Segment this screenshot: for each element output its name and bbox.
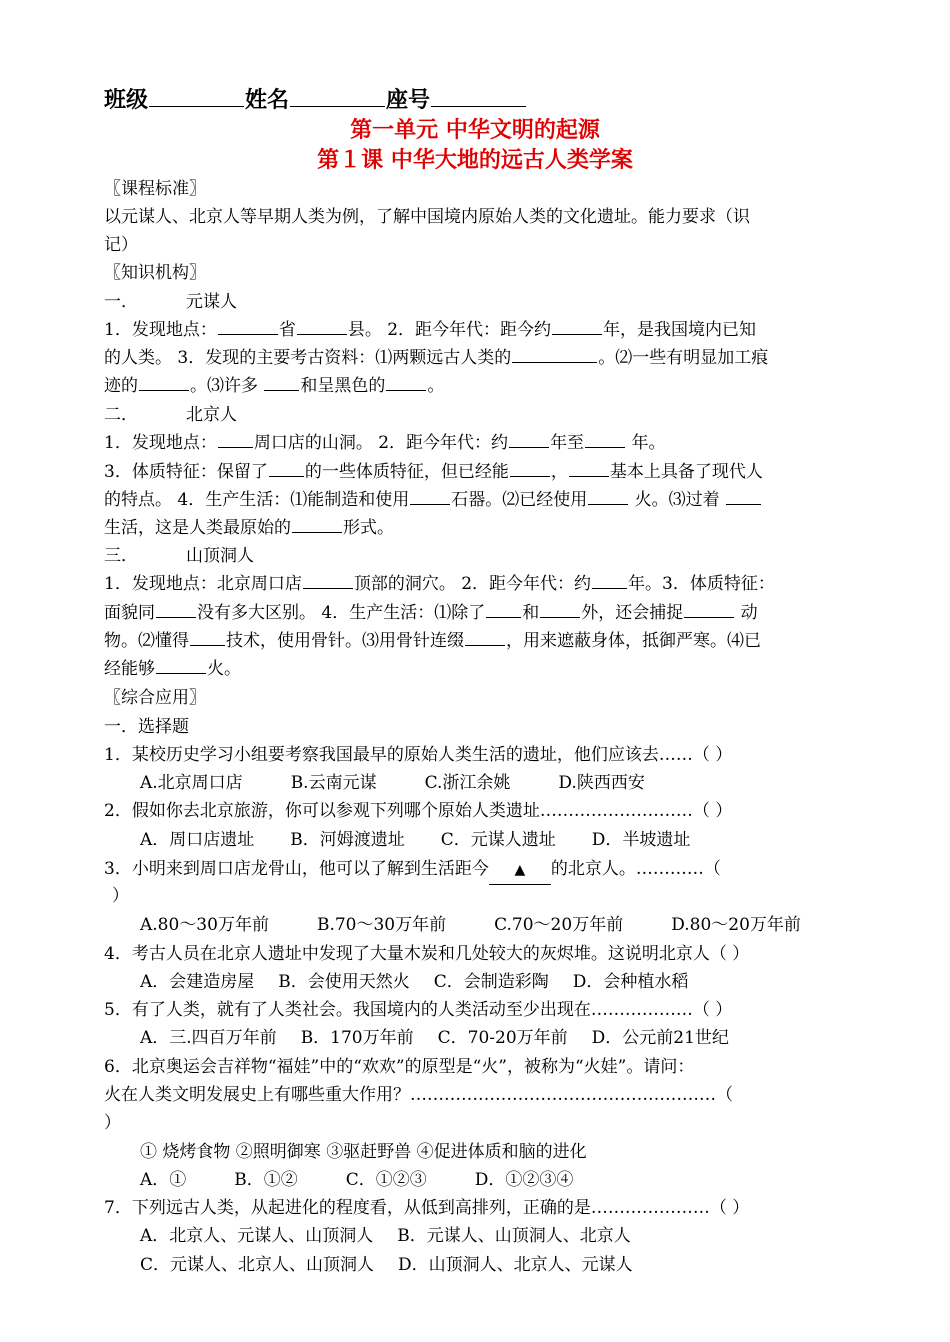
section-number: 三． <box>104 546 138 566</box>
shandingdong-line1 <box>104 570 849 598</box>
option-b[interactable]: B．170万年前 <box>300 1028 414 1048</box>
fill-blank[interactable] <box>510 458 550 477</box>
option-a[interactable]: A.80～30万年前 <box>140 915 269 935</box>
fill-blank[interactable] <box>592 570 627 589</box>
question-7-options-row2 <box>140 1251 850 1279</box>
name-blank[interactable] <box>290 88 385 107</box>
text: 年，是我国境内已知 <box>603 320 757 340</box>
option-d[interactable]: D．公元前21世纪 <box>591 1028 729 1048</box>
text: 3．体质特征：保留了 <box>104 462 268 482</box>
fill-blank[interactable] <box>588 486 628 505</box>
answer-blank[interactable] <box>489 855 551 885</box>
shandingdong-line4 <box>104 655 849 683</box>
section-number: 一． <box>104 292 138 312</box>
option-a[interactable]: A．① <box>140 1170 187 1190</box>
text: 物。⑵懂得 <box>104 631 189 651</box>
fill-blank[interactable] <box>552 316 602 335</box>
text: 。⑶许多 <box>190 376 264 396</box>
question-2-options <box>140 826 850 854</box>
beijing-line1 <box>104 429 849 457</box>
option-c[interactable]: C.70～20万年前 <box>494 915 624 935</box>
question-1-options <box>140 769 850 797</box>
text: 基本上具备了现代人 <box>609 462 763 482</box>
fill-blank[interactable] <box>190 627 225 646</box>
text: 和呈黑色的 <box>300 376 386 396</box>
option-c[interactable]: C．①②③ <box>345 1170 427 1190</box>
text: 。⑵一些有明显加工痕 <box>598 348 769 368</box>
section-title: 北京人 <box>186 405 237 425</box>
text: 3．小明来到周口店龙骨山，他可以了解到生活距今 <box>104 859 489 879</box>
question-4-options <box>140 968 850 996</box>
text: 的北京人。…………（ <box>550 859 721 879</box>
option-b[interactable]: B．会使用天然火 <box>278 972 410 992</box>
fill-blank[interactable] <box>156 655 206 674</box>
option-a[interactable]: A．北京人、元谋人、山顶洞人 <box>140 1226 374 1246</box>
fill-blank[interactable] <box>156 599 196 618</box>
section-title: 元谋人 <box>186 292 237 312</box>
class-blank[interactable] <box>149 88 244 107</box>
fill-blank[interactable] <box>139 372 189 391</box>
text: 火。⑶过着 <box>629 490 726 510</box>
beijing-line4 <box>104 514 849 542</box>
question-3-stem-line2 <box>104 882 849 910</box>
fill-blank[interactable] <box>386 372 426 391</box>
text: ） <box>112 886 129 906</box>
fill-blank[interactable] <box>218 316 278 335</box>
knowledge-heading: 〖知识机构〗 <box>104 263 206 283</box>
text: 顶部的洞穴。 2．距今年代：约 <box>353 574 592 594</box>
text: ， <box>550 462 568 482</box>
shandingdong-line3 <box>104 627 849 655</box>
fill-blank[interactable] <box>486 599 521 618</box>
yuanmou-line3 <box>104 372 849 400</box>
shandingdong-line2 <box>104 599 849 627</box>
fill-blank[interactable] <box>540 599 580 618</box>
text: 外，还会捕捉 <box>581 603 684 623</box>
question-6-items: ① 烧烤食物 ②照明御寒 ③驱赶野兽 ④促进体质和脑的进化 <box>140 1142 587 1162</box>
fill-blank[interactable] <box>269 458 304 477</box>
text: 1．发现地点：北京周口店 <box>104 574 302 594</box>
text: 面貌同 <box>104 603 155 623</box>
fill-blank[interactable] <box>585 429 625 448</box>
text: 县。 2．距今年代：距今约 <box>347 320 552 340</box>
text: 的人类。 3．发现的主要考古资料：⑴两颗远古人类的 <box>104 348 512 368</box>
text: 没有多大区别。 4．生产生活：⑴除了 <box>197 603 486 623</box>
option-b[interactable]: B．①② <box>234 1170 298 1190</box>
seat-blank[interactable] <box>431 88 526 107</box>
text: 经能够 <box>104 659 155 679</box>
option-a[interactable]: A.北京周口店 <box>140 773 243 793</box>
text: 动 <box>735 603 758 623</box>
option-b[interactable]: B.70～30万年前 <box>316 915 447 935</box>
section-beijing-heading <box>104 401 849 429</box>
unit-title: 第一单元 中华文明的起源 <box>350 118 600 143</box>
option-c[interactable]: C．70-20万年前 <box>437 1028 568 1048</box>
question-6-stem-line2: 火在人类文明发展史上有哪些重大作用？………………………………………………（ <box>104 1085 733 1105</box>
question-5-options <box>140 1024 850 1052</box>
fill-blank[interactable] <box>512 344 597 363</box>
text: 年。3．体质特征： <box>628 574 775 594</box>
text: 生活，这是人类最原始的 <box>104 518 291 538</box>
option-c[interactable]: C．元谋人遗址 <box>440 830 556 850</box>
option-c[interactable]: C．会制造彩陶 <box>433 972 549 992</box>
text: 的一些体质特征，但已经能 <box>304 462 509 482</box>
lesson-title: 第１课 中华大地的远古人类学案 <box>317 148 633 173</box>
text: 年至 <box>550 433 585 453</box>
fill-blank[interactable] <box>297 316 347 335</box>
fill-blank[interactable] <box>218 429 253 448</box>
option-d[interactable]: D．山顶洞人、北京人、元谋人 <box>398 1255 633 1275</box>
seat-label: 座号 <box>386 88 431 113</box>
text: 火。 <box>207 659 241 679</box>
triangle-marker-icon: ▲ <box>514 862 526 878</box>
section-shandingdong-heading <box>104 542 849 570</box>
fill-blank[interactable] <box>264 372 299 391</box>
fill-blank[interactable] <box>465 627 505 646</box>
option-c[interactable]: C.浙江余姚 <box>424 773 511 793</box>
question-6-options <box>140 1166 850 1194</box>
question-6-stem-line3 <box>104 1109 849 1137</box>
text: 省 <box>278 320 296 340</box>
option-a[interactable]: A．三.四百万年前 <box>140 1028 277 1048</box>
question-7-stem: 7．下列远古人类，从起进化的程度看，从低到高排列，正确的是…………………（ ） <box>104 1198 750 1218</box>
option-d[interactable]: D．半坡遗址 <box>591 830 691 850</box>
question-2-stem: 2．假如你去北京旅游，你可以参观下列哪个原始人类遗址………………………（ ） <box>104 801 733 821</box>
student-info-line <box>104 84 849 118</box>
question-3-stem <box>104 855 849 883</box>
beijing-line2 <box>104 458 849 486</box>
standard-heading: 〖课程标准〗 <box>104 179 206 199</box>
section-number: 二． <box>104 405 138 425</box>
fill-blank[interactable] <box>292 514 342 533</box>
yuanmou-line2 <box>104 344 849 372</box>
fill-blank[interactable] <box>509 429 549 448</box>
text: 和 <box>522 603 540 623</box>
fill-blank[interactable] <box>569 458 609 477</box>
question-4-stem: 4．考古人员在北京人遗址中发现了大量木炭和几处较大的灰烬堆。这说明北京人（ ） <box>104 944 750 964</box>
question-3-options <box>140 911 850 939</box>
option-c[interactable]: C．元谋人、北京人、山顶洞人 <box>140 1255 375 1275</box>
text: ，用来遮蔽身体，抵御严寒。⑷已 <box>506 631 761 651</box>
text: 迹的 <box>104 376 138 396</box>
question-6-stem-line1: 6．北京奥运会吉祥物“福娃”中的“欢欢”的原型是“火”，被称为“火娃”。请问： <box>104 1057 695 1077</box>
text: 年。 <box>626 433 666 453</box>
fill-blank[interactable] <box>684 599 734 618</box>
fill-blank[interactable] <box>726 486 761 505</box>
text: 1．发现地点： <box>104 433 217 453</box>
option-b[interactable]: B.云南元谋 <box>290 773 377 793</box>
text: ） <box>104 1113 121 1133</box>
section-yuanmou-heading <box>104 288 849 316</box>
option-d[interactable]: D．会种植水稻 <box>572 972 689 992</box>
text: 技术，使用骨针。⑶用骨针连缀 <box>226 631 464 651</box>
standard-text-line1: 以元谋人、北京人等早期人类为例，了解中国境内原始人类的文化遗址。能力要求（识 <box>104 207 750 227</box>
option-b[interactable]: B．元谋人、山顶洞人、北京人 <box>397 1226 631 1246</box>
option-b[interactable]: B．河姆渡遗址 <box>290 830 405 850</box>
option-d[interactable]: D.陕西西安 <box>558 773 645 793</box>
option-a[interactable]: A．会建造房屋 <box>140 972 255 992</box>
fill-blank[interactable] <box>410 486 450 505</box>
question-5-stem: 5．有了人类，就有了人类社会。我国境内的人类活动至少出现在………………（ ） <box>104 1000 733 1020</box>
question-1-stem: 1．某校历史学习小组要考察我国最早的原始人类生活的遗址，他们应该去……（ ） <box>104 745 733 765</box>
text: 1．发现地点： <box>104 320 217 340</box>
class-label: 班级 <box>104 88 149 113</box>
text: 的特点。 4．生产生活：⑴能制造和使用 <box>104 490 410 510</box>
fill-blank[interactable] <box>303 570 353 589</box>
option-d[interactable]: D．①②③④ <box>474 1170 574 1190</box>
question-7-options-row1 <box>140 1222 850 1250</box>
section-title: 山顶洞人 <box>186 546 254 566</box>
standard-text-line2: 记） <box>104 235 138 255</box>
option-a[interactable]: A．周口店遗址 <box>140 830 255 850</box>
name-label: 姓名 <box>245 88 290 113</box>
text: 石器。⑵已经使用 <box>451 490 588 510</box>
text: 形式。 <box>343 518 394 538</box>
application-heading: 〖综合应用〗 <box>104 688 206 708</box>
choice-section-title: 一．选择题 <box>104 717 189 737</box>
text: 周口店的山洞。 2．距今年代：约 <box>253 433 509 453</box>
beijing-line3 <box>104 486 849 514</box>
option-d[interactable]: D.80～20万年前 <box>671 915 801 935</box>
yuanmou-line1 <box>104 316 849 344</box>
text: 。 <box>427 376 445 396</box>
